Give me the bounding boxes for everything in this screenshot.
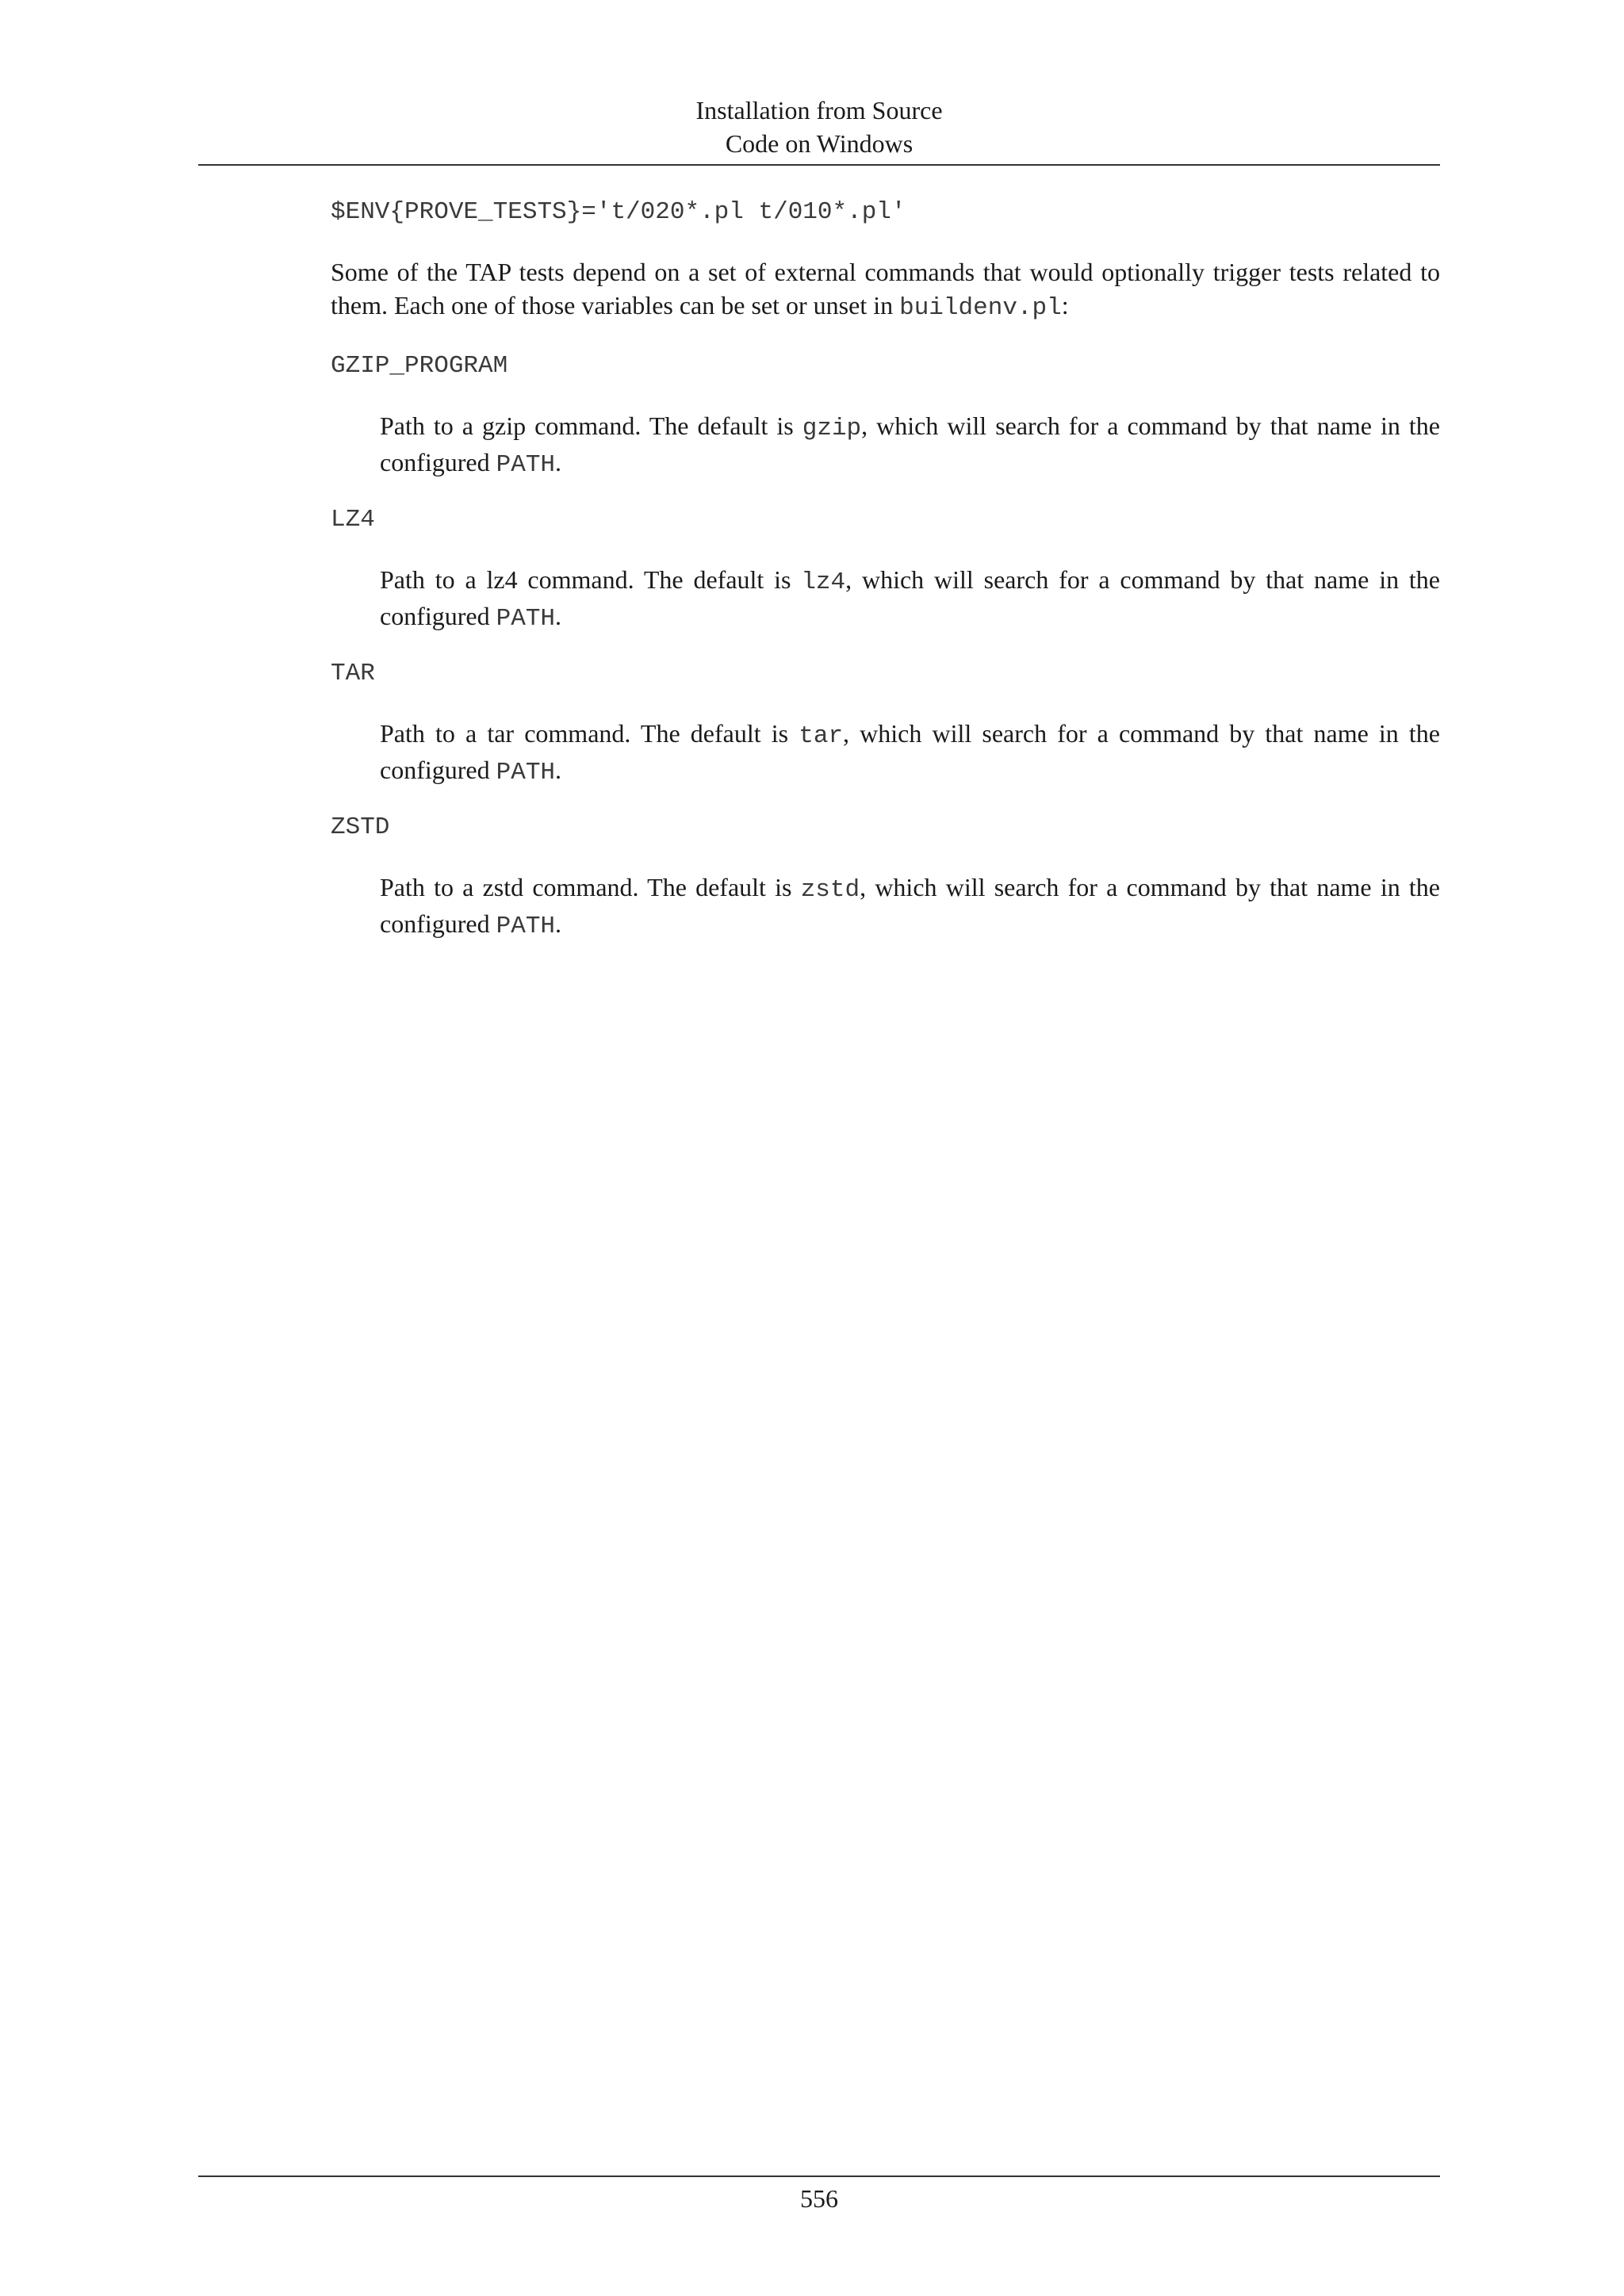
running-header xyxy=(198,94,1440,160)
desc-text-end: . xyxy=(555,756,562,784)
page-number: 556 xyxy=(800,2184,838,2213)
desc-text: , which will search for a command by that name in the configured xyxy=(380,411,1441,476)
default-code: gzip xyxy=(802,415,862,442)
desc-text-end: . xyxy=(555,448,562,476)
desc-text: , which will search for a command by that name in the configured xyxy=(380,873,1441,938)
header-line-2: Code on Windows xyxy=(725,129,914,158)
variable-term-lz4: LZ4 xyxy=(331,506,375,534)
default-code: zstd xyxy=(800,876,860,904)
variable-term-zstd: ZSTD xyxy=(331,813,390,841)
desc-text: , which will search for a command by that name in the configured xyxy=(380,719,1441,784)
path-code: PATH xyxy=(496,913,556,940)
variable-desc-gzip-program xyxy=(380,409,1440,482)
desc-text-end: . xyxy=(555,602,562,630)
header-rule xyxy=(198,164,1440,166)
intro-paragraph xyxy=(331,255,1440,325)
default-code: tar xyxy=(799,722,844,750)
desc-text: Path to a gzip command. The default is xyxy=(380,411,802,440)
footer-rule xyxy=(198,2175,1440,2177)
header-line-1: Installation from Source xyxy=(695,96,943,124)
variable-term-tar: TAR xyxy=(331,660,375,687)
path-code: PATH xyxy=(496,759,556,786)
intro-text: Some of the TAP tests depend on a set of external commands that would optionally trigger tests related to them. Each one of those variables can be set or unset in xyxy=(331,258,1440,320)
path-code: PATH xyxy=(496,605,556,633)
variable-term-gzip-program: GZIP_PROGRAM xyxy=(331,352,508,380)
variable-desc-tar xyxy=(380,717,1440,790)
prove-tests-code-line: $ENV{PROVE_TESTS}='t/020*.pl t/010*.pl' xyxy=(331,198,906,226)
intro-code-filename: buildenv.pl xyxy=(899,294,1062,322)
desc-text: Path to a tar command. The default is xyxy=(380,719,799,748)
desc-text: Path to a zstd command. The default is xyxy=(380,873,801,901)
desc-text: , which will search for a command by that name in the configured xyxy=(380,565,1441,630)
path-code: PATH xyxy=(496,451,556,479)
desc-text-end: . xyxy=(555,909,562,938)
intro-text-end: : xyxy=(1061,291,1069,320)
default-code: lz4 xyxy=(801,568,846,596)
desc-text: Path to a lz4 command. The default is xyxy=(380,565,802,594)
variable-desc-lz4 xyxy=(380,563,1440,636)
variable-desc-zstd xyxy=(380,871,1440,943)
